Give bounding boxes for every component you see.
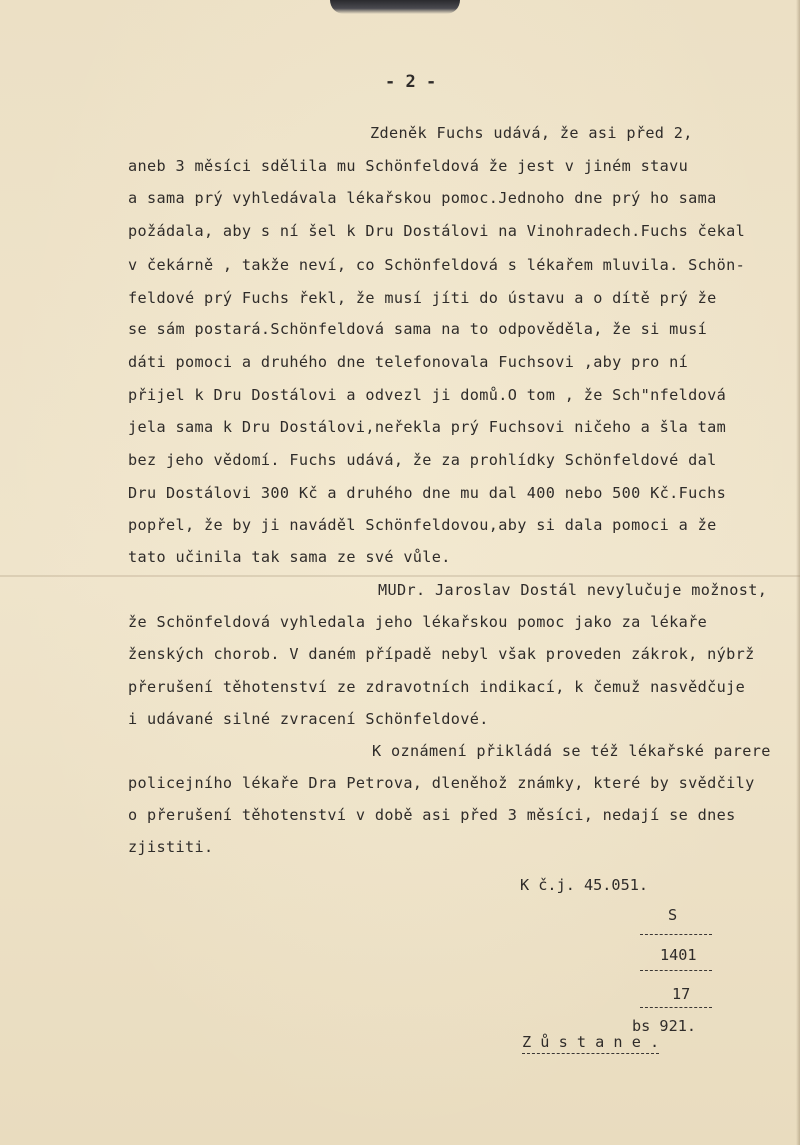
text-line: zjistiti. [128, 838, 214, 856]
fold-line [0, 575, 800, 577]
reference-rule [640, 934, 712, 935]
text-line: policejního lékaře Dra Petrova, dleněhož známky, které by svědčily [128, 774, 755, 792]
text-line: o přerušení těhotenství v době asi před 3 měsíci, nedají se dnes [128, 806, 736, 824]
text-line: Zdeněk Fuchs udává, že asi před 2, [370, 124, 693, 142]
reference-rule [640, 1007, 712, 1008]
text-line: a sama prý vyhledávala lékařskou pomoc.Jednoho dne prý ho sama [128, 189, 717, 207]
text-line: v čekárně , takže neví, co Schönfeldová s lékařem mluvila. Schön- [128, 256, 746, 274]
text-line: MUDr. Jaroslav Dostál nevylučuje možnost, [378, 581, 768, 599]
text-line: se sám postará.Schönfeldová sama na to odpověděla, že si musí [128, 320, 708, 338]
text-line: aneb 3 měsíci sdělila mu Schönfeldová že jest v jiném stavu [128, 157, 689, 175]
text-line: že Schönfeldová vyhledala jeho lékařskou pomoc jako za lékaře [128, 613, 708, 631]
reference-number-1: 1401 [660, 946, 697, 964]
reference-letter: S [668, 906, 678, 924]
text-line: požádala, aby s ní šel k Dru Dostálovi na Vinohradech.Fuchs čekal [128, 222, 746, 240]
case-number: K č.j. 45.051. [520, 876, 649, 894]
text-line: tato učinila tak sama ze své vůle. [128, 548, 451, 566]
text-line: přijel k Dru Dostálovi a odvezl ji domů.O tom , že Sch"nfeldová [128, 386, 727, 404]
text-line: bez jeho vědomí. Fuchs udává, že za prohlídky Schönfeldové dal [128, 451, 717, 469]
text-line: ženských chorob. V daném případě nebyl však proveden zákrok, nýbrž [128, 645, 755, 663]
remain-note: Z ů s t a n e . [522, 1033, 659, 1054]
text-line: K oznámení přikládá se též lékařské parere [372, 742, 771, 760]
text-line: přerušení těhotenství ze zdravotních indikací, k čemuž nasvědčuje [128, 678, 746, 696]
reference-code: bs 921. [632, 1017, 697, 1035]
reference-number-2: 17 [672, 985, 691, 1003]
binding-shadow [330, 0, 460, 14]
text-line: popřel, že by ji naváděl Schönfeldovou,aby si dala pomoci a že [128, 516, 717, 534]
text-line: i udávané silné zvracení Schönfeldové. [128, 710, 489, 728]
text-line: Dru Dostálovi 300 Kč a druhého dne mu dal 400 nebo 500 Kč.Fuchs [128, 484, 727, 502]
page-number: - 2 - [385, 72, 437, 92]
text-line: jela sama k Dru Dostálovi,neřekla prý Fuchsovi ničeho a šla tam [128, 418, 727, 436]
reference-rule [640, 970, 712, 971]
text-line: feldové prý Fuchs řekl, že musí jíti do ústavu a o dítě prý že [128, 289, 717, 307]
text-line: dáti pomoci a druhého dne telefonovala Fuchsovi ,aby pro ní [128, 353, 689, 371]
page-edge [796, 0, 800, 1145]
